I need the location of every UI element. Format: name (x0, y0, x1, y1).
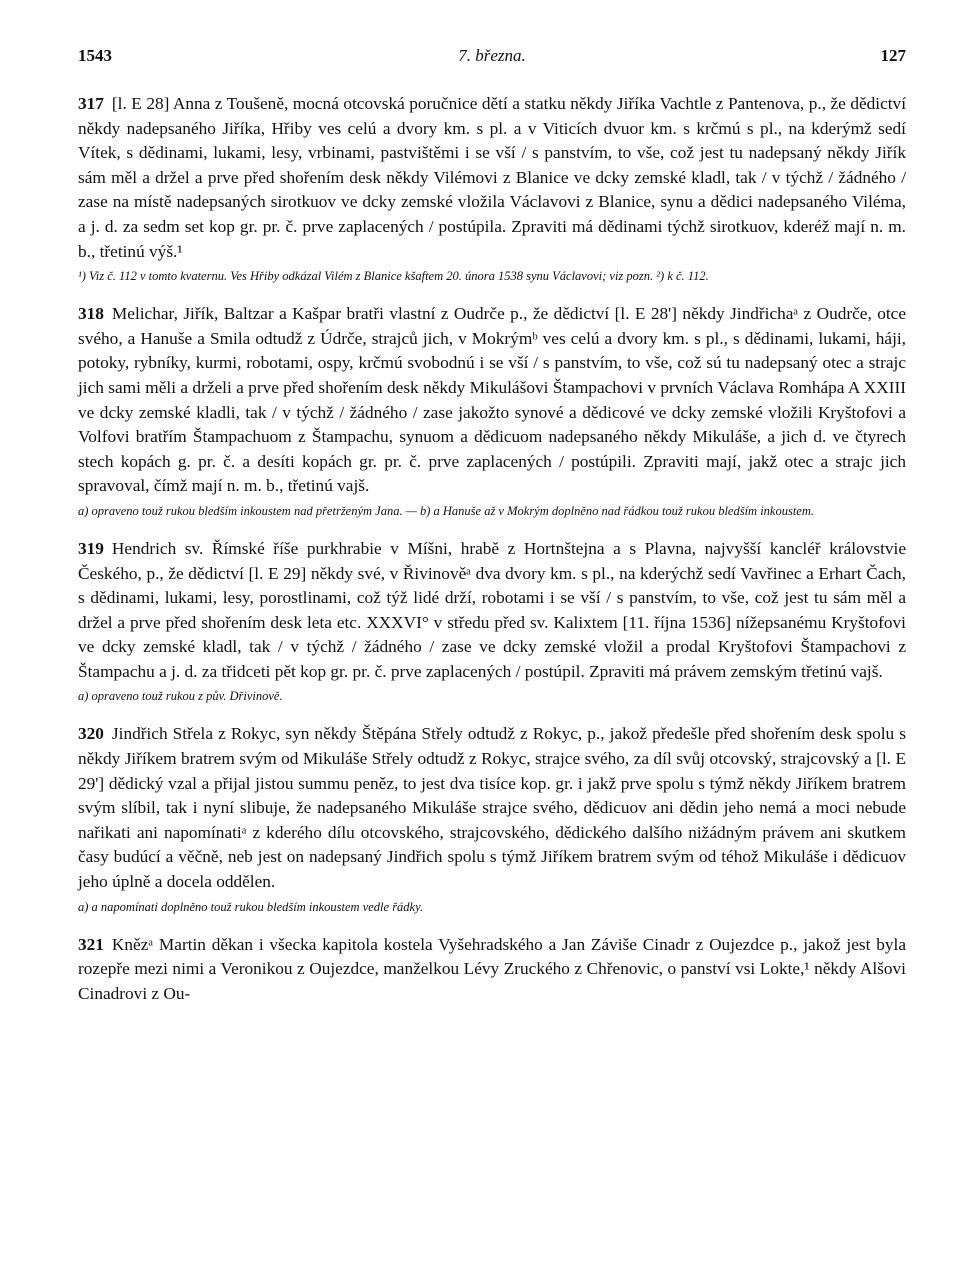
footnote: a) a napomínati doplněno touž rukou bledším inkoustem vedle řádky. (78, 899, 424, 914)
entry-text: Knězᵃ Martin děkan i všecka kapitola kostela Vyšehradského a Jan Záviše Cinadr z Oujezdce p., jakož jest byla rozepře mezi nimi a Veronikou z Oujezdce, manželkou Lévy Zruckého z Chřenovic, o panství vsi Lokte,¹ někdy Alšovi Cinadrovi z Ou- (78, 934, 906, 1003)
entry-text: Melichar, Jiřík, Baltzar a Kašpar bratři vlastní z Oudrče p., že dědictví [l. E 28'] někdy Jindřichaᵃ z Oudrče, otce svého, a Hanuše a Smila odtudž z Údrče, strajců jich, v Mokrýmᵇ ves celú a dvory km. s pl., s dědinami, lukami, háji, potoky, rybníky, kurmi, robotami, ospy, krčmú svobodnú i se vší / s panstvím, to vše, což sú tu nadepsaný otec a strajc jich sami měli a drželi a prve před shořením desk někdy Mikulášovi Štampachovi v prvních Václava Romhápa A XXIII ve dcky zemské kladli, tak / v týchž / žádného / zase jakožto synové a dědicové ve dcky zemské vložili Kryštofovi a Volfovi bratřím Štampachuom z Štampachu, synuom a dědicuom nadepsaného někdy Mikuláše, a jich d. ve čtyrech stech kopách g. pr. č. a desíti kopách gr. pr. č. prve zaplacených / postúpili. Zpraviti mají, jakž otec a strajc jich spravoval, čímž mají n. m. b., třetinú vajš. (78, 304, 906, 496)
entry-number: 318 (78, 304, 104, 324)
entry-text: [l. E 28] Anna z Toušeně, mocná otcovská poručnice dětí a statku někdy Jiříka Vachtle z Pantenova, p., že dědictví někdy nadepsaného Jiříka, Hřiby ves celú a dvory km. s pl. a v Viticích dvuor km. s krčmú s pl., na kderýmž sedí Vítek, s dědinami, lukami, lesy, vrbinami, pastvištěmi i se vší / s panstvím, to vše, což jest tu nadepsaný někdy Jiřík sám měl a držel a prve před shořením desk někdy Vilémovi z Blanice ve dcky zemské kladl, tak / v týchž / žádného / zase na místě nadepsaných sirotkuov ve dcky zemské vložila Václavovi z Blanice, synu a dědici nadepsaného Viléma, a j. d. za sedm set kop gr. pr. č. prve zaplacených / postúpila. Zpraviti má dědinami týchž sirotkuov, kderéž mají n. m. b., třetinú výš.¹ (78, 94, 906, 261)
entry-318 (78, 302, 906, 521)
entry-321 (78, 933, 906, 1007)
page-number: 127 (880, 46, 906, 65)
entry-320 (78, 722, 906, 916)
entry-paragraph (78, 722, 906, 894)
footnote: ¹) Viz č. 112 v tomto kvaternu. Ves Hřiby odkázal Vilém z Blanice kšaftem 20. února 1538 synu Václavovi; viz pozn. ²) k č. 112. (78, 269, 709, 284)
entry-number: 320 (78, 724, 104, 744)
header-date: 7. března. (458, 46, 526, 65)
entry-paragraph (78, 92, 906, 264)
page-header (78, 46, 906, 76)
footnote: a) opraveno touž rukou z pův. Dřivinově. (78, 689, 283, 704)
footnote: a) opraveno touž rukou bledším inkoustem nad přetrženým Jana. — b) a Hanuše až v Mokrým doplněno nad řádkou touž rukou bledším inkoustem. (78, 503, 815, 518)
entry-number: 321 (78, 934, 104, 954)
header-year: 1543 (78, 46, 112, 65)
entry-paragraph (78, 302, 906, 499)
entry-319 (78, 537, 906, 707)
document-page (78, 46, 906, 1006)
entry-317 (78, 92, 906, 286)
entry-number: 317 (78, 94, 104, 113)
entry-number: 319 (78, 538, 104, 558)
entry-paragraph (78, 933, 906, 1007)
entry-text: Jindřich Střela z Rokyc, syn někdy Štěpána Střely odtudž z Rokyc, p., jakož předešle před shořením desk spolu s někdy Jiříkem bratrem svým od Mikuláše Střely odtudž z Rokyc, strajce svého, za díl svůj otcovský, strajcovský a [l. E 29'] dědický vzal a přijal jistou summu peněz, to jest dva tisíce kop. gr. i jakž prve spolu s týmž někdy Jiříkem bratrem svým slíbil, tak i nyní slibuje, že nadepsaného Mikuláše strajce svého, dědicuov ani dědin jeho nemá a moci nebude nařikati ani napomínatiᵃ z kderého dílu otcovského, strajcovského, dědického dalšího nižádným právem ani skutkem časy budúcí a věčně, neb jest on nadepsaný Jindřich spolu s týmž Jiříkem bratrem svým od téhož Mikuláše i dědicuov jeho úplně a docela oddělen. (78, 724, 906, 892)
entry-paragraph (78, 537, 906, 685)
entry-text: Hendrich sv. Římské říše purkhrabie v Míšni, hrabě z Hortnštejna a s Plavna, najvyšší kancléř královstvie Českého, p., že dědictví [l. E 29] někdy své, v Řivinověᵃ dva dvory km. s pl., na kderýchž sedí Vavřinec a Erhart Čach, s dědinami, lukami, lesy, porostlinami, což týž lidé drží, robotami i se vší / s panstvím, to vše, což jest tu sám měl a držel a prve před shořením desk leta etc. XXXVI° v středu před sv. Kalixtem [11. října 1536] nížepsanému Kryštofovi ve dcky zemské kladl, tak / v týchž / žádného / zase ve dcky zemské vložil a prodal Kryštofovi Štampachovi z Štampachu a j. d. za třidceti pět kop gr. pr. č. prve zaplacených / postúpil. Zpraviti má právem zemským třetinú vajš. (78, 538, 906, 681)
